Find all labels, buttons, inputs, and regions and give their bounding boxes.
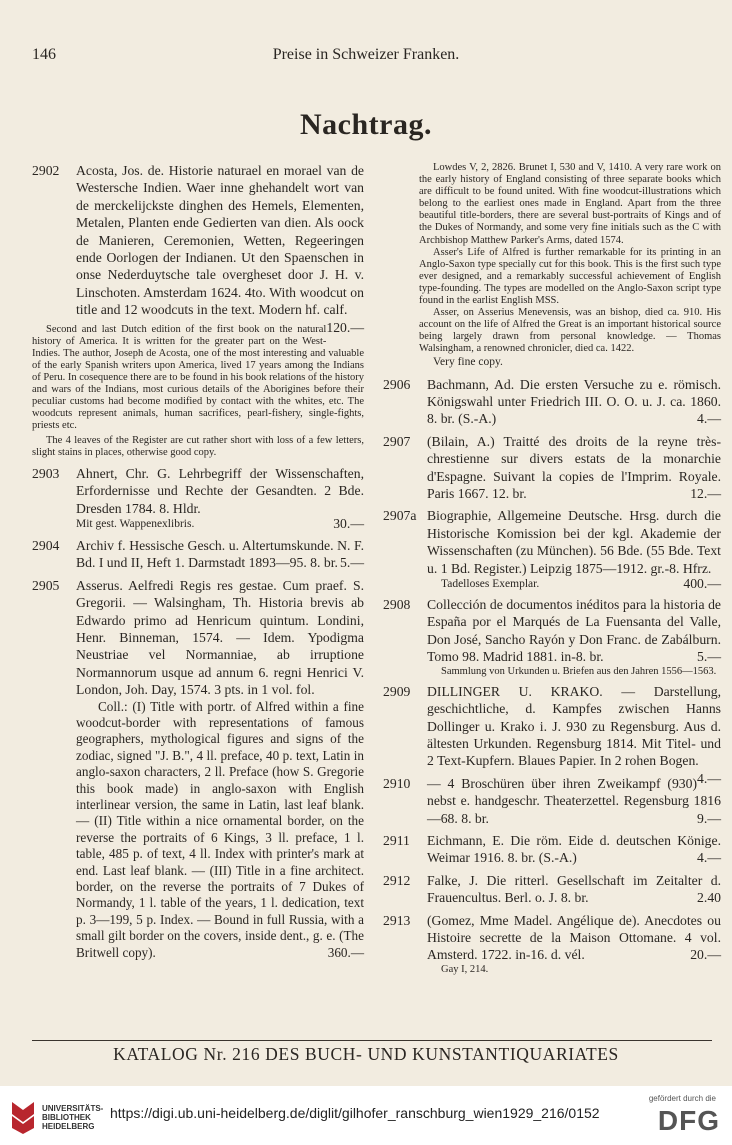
entry-number: 2912: [383, 872, 411, 888]
entry-price: 20.—: [690, 947, 721, 963]
entry-2908: [383, 596, 721, 666]
entry-price: 360.—: [327, 944, 364, 960]
entry-2910: [383, 775, 721, 827]
entry-number: 2906: [383, 376, 411, 392]
entry-price: 4.—: [697, 770, 721, 786]
entry-text: Falke, J. Die ritterl. Gesellschaft im Zeitalter d. Frauencultus. Berl. o. J. 8. br.: [427, 872, 721, 906]
entry-price: 2.40: [697, 890, 721, 906]
entry-text: Eichmann, E. Die röm. Eide d. deutschen Könige. Weimar 1916. 8. br. (S.-A.): [427, 833, 721, 866]
entry-text: Collección de documentos inéditos para la historia de España por el Marqués de La Fuensanta del Valle, Don José, Sancho Rayón y Don Franc. de Zabálburn. Tomo 98. Madrid 1881. in-8. br.: [427, 597, 721, 665]
page-header: [0, 46, 732, 70]
entry-number: 2905: [32, 577, 60, 593]
entry-text: Ahnert, Chr. G. Lehrbegriff der Wissenschaften, Erfordernisse und Rechte der Gesandten. 2 Bde. Dresden 1784. 8. Hldr.: [76, 465, 364, 516]
entry-note: Very fine copy.: [433, 355, 503, 368]
entry-2913: [383, 912, 721, 964]
entry-price: 5.—: [697, 649, 721, 665]
entry-price: 4.—: [697, 411, 721, 427]
entry-number: 2911: [383, 833, 410, 849]
entry-note: Mit gest. Wappenexlibris. 30.—: [76, 515, 364, 531]
right-column: [383, 162, 721, 976]
university-seal-icon: [10, 1100, 36, 1134]
entry-note: Second and last Dutch edition of the first book on the natural history of America. It is written for the greater part on the West-Indies. The author, Joseph de Acosta, one of the most interesting and valuable of the early Spanish writers upon America, lived 17 years among the Indians of Peru. In cosequence there are to be found in his book relations of the history and wars of the Indians, most curious details of the Aborigines before their peculiar customs had become modified by contact with the whites, etc. The woodcuts represent animals, human sacrifices, pearl-fishery, single-fights, priests etc.: [32, 323, 364, 432]
entry-2911: [383, 832, 721, 867]
entry-2904: [32, 537, 364, 572]
funding-caption: gefördert durch die: [648, 1094, 716, 1103]
entry-number: 2907a: [383, 508, 417, 524]
entry-text: (Bilain, A.) Traitté des droits de la reyne très-chrestienne sur divers estats de la monarchie d'Espagne. Suivant la copies de l'Imprim. Royale. Paris 1667. 12. br.: [427, 433, 721, 502]
entry-price: 12.—: [690, 486, 721, 502]
entry-2912: [383, 872, 721, 907]
entry-text: (Gomez, Mme Madel. Angélique de). Anecdotes ou Histoire secrette de la Maison Ottomane. 4 vol. Amsterd. 1722. in-16. d. vél.: [427, 912, 721, 963]
entry-price: 400.—: [683, 576, 721, 592]
section-title: Nachtrag.: [300, 108, 432, 141]
entry-number: 2907: [383, 433, 411, 449]
entry-2907: [383, 433, 721, 503]
entry-price: 5.—: [340, 555, 364, 571]
entry-2907a: [383, 507, 721, 577]
entry-number: 2913: [383, 912, 411, 928]
entry-text: Asserus. Aelfredi Regis res gestae. Cum praef. S. Gregorii. — Walsingham, Th. Historia brevis ab Edwardo primo ad Henricum quintum. Londini, Henr. Binneman, 1574. — Idem. Ypodigma Neustriae vel Normanniae, ab irruptione Normannorum usque ad annum 6. regni Henrici V. London, Joh. Day, 1574. 3 pts. in 1 vol. fol.: [76, 577, 364, 698]
entry-note: Sammlung von Urkunden u. Briefen aus den Jahren 1556—1563.: [441, 665, 717, 677]
entry-text: DILLINGER U. KRAKO. — Darstellung, geschichtliche, d. Kampfes zwischen Hanns Dollinger u. Krako i. J. 930 zu Regensburg. Aus d. ältesten Urkunden. Regensburg 1814. Mit Titel- und 2 Text-Kupfern. Blaues Papier. In 2 rohen Bogen.: [427, 683, 721, 769]
entry-text: Bachmann, Ad. Die ersten Versuche zu e. römisch. Königswahl unter Friedrich III. O. O. u. J. ca. 1860. 8. br. (S.-A.): [427, 376, 721, 427]
left-column: [32, 162, 364, 966]
entry-note: The 4 leaves of the Register are cut rather short with loss of a few letters, slight stains in places, otherwise good copy.: [32, 434, 364, 458]
running-title: Preise in Schweizer Franken.: [272, 46, 460, 63]
entry-price: 120.—: [326, 319, 364, 335]
entry-number: 2908: [383, 597, 411, 613]
entry-number: 2902: [32, 163, 60, 178]
entry-note: Lowdes V, 2, 2826. Brunet I, 530 and V, 1410. A very rare work on the early history of England consisting of three separate books which are difficult to be found united. With fine woodcut-illustrations which belong to the earliest ones made in England. Apart from the three beautiful title-borders, there are several bust-portraits of Kings and of the Dukes of Normandy, and some very fine initials such as the C with Archbishop Matthew Parker's Arms, dated 1574.: [419, 162, 721, 246]
entry-price: 4.—: [697, 850, 721, 866]
source-url-link[interactable]: https://digi.ub.uni-heidelberg.de/diglit/gilhofer_ranschburg_wien1929_216/0152: [110, 1105, 600, 1121]
page-number: 146: [32, 46, 56, 63]
viewer-bar: [0, 1086, 732, 1145]
entry-2906: [383, 376, 721, 428]
entry-number: 2910: [383, 775, 411, 791]
entry-number: 2909: [383, 683, 411, 699]
footer-rule: [32, 1040, 712, 1041]
entry-note: Asser, on Asserius Menevensis, was an bishop, died ca. 910. His account on the life of Alfred the Great is an important historical source being largely drawn from personal knowledge. — Thomas Walsingham, a renowned chronicler, died ca. 1422.: [419, 307, 721, 355]
entry-text: Biographie, Allgemeine Deutsche. Hrsg. durch die Historische Komission bei der kgl. Akademie der Wissenschaften (zu München). 56 Bde. (55 Bde. Text u. 1 Bd. Register.) Leipzig 1875—1912. gr.-8. Hfrz.: [427, 508, 721, 576]
entry-text: Archiv f. Hessische Gesch. u. Altertumskunde. N. F. Bd. I und II, Heft 1. Darmstadt 1893—95. 8. br.: [76, 537, 364, 571]
dfg-logo: DFG: [657, 1105, 720, 1136]
entry-text: Acosta, Jos. de. Historie naturael en morael van de Westersche Indien. Waer inne ghehandelt wort van de merckelijckste dinghen des Hemels, Elementen, Metalen, Planten ende Gedierten van dien. Als oock de Manieren, Ceremonien, Wetten, Regeeringen ende Oorlogen der Indianen. Ut den Spaenschen in onse Nederduytsche tale overgheset door J. H. v. Linschoten. Amsterdam 1624. 4to. With woodcut on title and 12 woodcuts in the text. Modern hf. calf.: [76, 163, 364, 318]
entry-2905: [32, 577, 364, 699]
library-logo-text: UNIVERSITÄTS- BIBLIOTHEK HEIDELBERG: [42, 1104, 104, 1131]
entry-note: Gay I, 214.: [441, 963, 489, 975]
entry-number: 2903: [32, 465, 60, 481]
entry-text: — 4 Broschüren über ihren Zweikampf (930) nebst e. handgeschr. Theaterzettel. Regensburg 1816—68. 8. br.: [427, 775, 721, 826]
entry-price: 30.—: [333, 515, 364, 531]
entry-price: 9.—: [697, 810, 721, 826]
entry-collation: Coll.: (I) Title with portr. of Alfred within a fine woodcut-border with representations of famous geographers, mythological figures and signs of the zodiac, signed "J. B.", 4 ll. preface, 40 p. text, Latin in anglo-saxon characters, 2 ll. Preface (how S. Gregorie this book made) in anglo-saxon with English interlinear version, the same in Latin, last leaf blank. — (II) Title within a nice ornamental border, on the reverse the portraits of 6 Kings, 3 ll. preface, 1 l. table, 485 p. of text, 4 ll. Index with printer's mark at end. Last leaf blank. — (III) Title in a fine architect. border, on the reverse the portraits of 7 Dukes of Normandy, 1 l. table of the years, 1 l. dedication, text p. 3—199, 5 p. Index. — Bound in full Russia, with a small gilt border on the covers, inside dent., g. e. (The Britwell copy). 360.—: [76, 698, 364, 960]
entry-note: Asser's Life of Alfred is further remarkable for its printing in an Anglo-Saxon type specially cut for this book. This is the first such type ever designed, and a remarkably successful achievement of English type-founding. The types are modelled on the Anglo-Saxon script type found in the earlist English MSS.: [419, 246, 721, 307]
catalog-footer: KATALOG Nr. 216 DES BUCH- UND KUNSTANTIQUARIATES: [113, 1044, 619, 1064]
entry-note: Tadelloses Exemplar. 400.—: [441, 576, 721, 592]
entry-2903: [32, 465, 364, 517]
entry-number: 2904: [32, 537, 60, 553]
entry-2902: [32, 162, 364, 335]
